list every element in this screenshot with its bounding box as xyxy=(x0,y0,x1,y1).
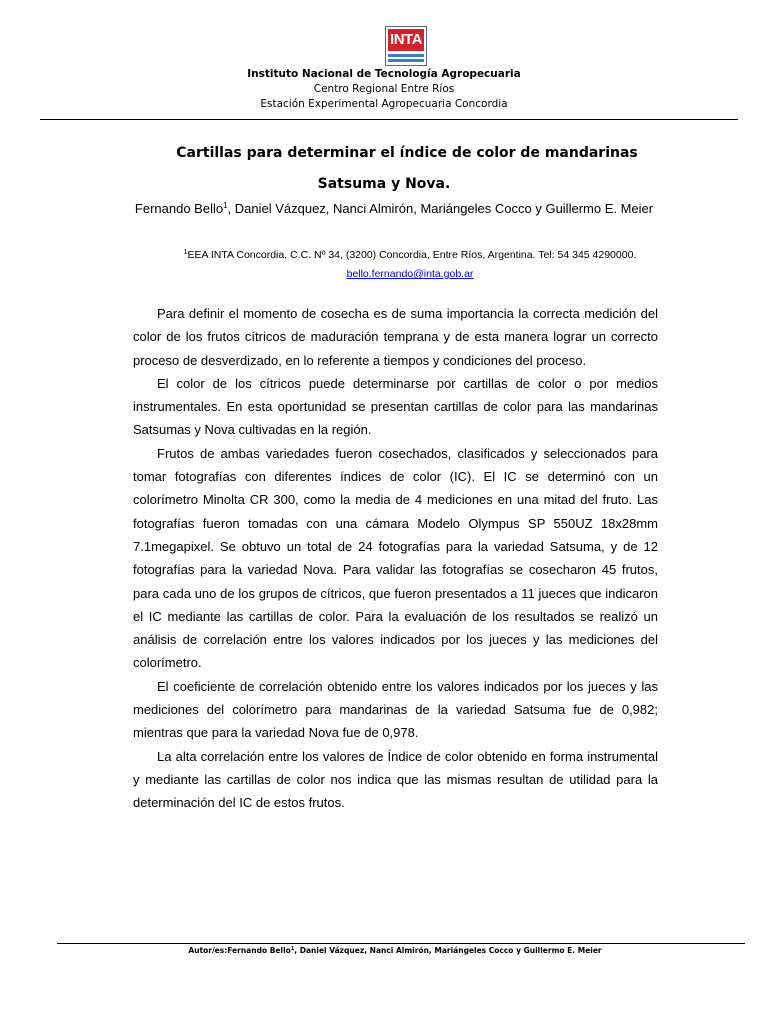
abstract-body xyxy=(133,302,658,815)
author-list xyxy=(125,201,663,217)
body-paragraph: Frutos de ambas variedades fueron cosechados, clasificados y seleccionados para tomar fotografías con diferentes índices de color (IC). El IC se determinó con un colorímetro Minolta CR 300, como la media de 4 mediciones en una mitad del fruto. Las fotografías fueron tomadas con una cámara Modelo Olympus SP 550UZ 18x28mm 7.1megapixel. Se obtuvo un total de 24 fotografías para la variedad Satsuma, y de 12 fotografías para la variedad Nova. Para validar las fotografías se cosecharon 45 frutos, para cada uno de los grupos de cítricos, que fueron presentados a 11 jueces que indicaron el IC mediante las cartillas de color. Para la evaluación de los resultados se realizó un análisis de correlación entre los valores indicados por los jueces y las mediciones del colorímetro. xyxy=(133,445,658,671)
affiliation-superscript: 1 xyxy=(183,249,188,256)
institution-name: Instituto Nacional de Tecnología Agropecuaria xyxy=(247,68,521,80)
body-paragraph: La alta correlación entre los valores de Índice de color obtenido en forma instrumental y mediante las cartillas de color nos indica que las mismas resultan de utilidad para la determinación del IC de estos frutos. xyxy=(133,748,658,811)
body-paragraph: El coeficiente de correlación obtenido entre los valores indicados por los jueces y las mediciones del colorímetro para mandarinas de la variedad Satsuma fue de 0,982; mientras que para la variedad Nova fue de 0,978. xyxy=(133,678,658,741)
footer-superscript: 1 xyxy=(290,946,295,952)
affiliation xyxy=(160,246,660,284)
document-title-line2: Satsuma y Nova. xyxy=(317,176,451,192)
author-first: Fernando Bello xyxy=(134,201,224,216)
logo-stripe xyxy=(388,54,424,57)
document-title-line1: Cartillas para determinar el índice de color de mandarinas xyxy=(176,145,638,161)
body-paragraph: Para definir el momento de cosecha es de suma importancia la correcta medición del color de los frutos cítricos de maduración temprana y de esta manera lograr un correcto proceso de desverdizado, en lo referente a tiempos y condiciones del proceso. xyxy=(133,306,658,368)
regional-center: Centro Regional Entre Ríos xyxy=(313,83,455,95)
body-paragraph: El color de los cítricos puede determinarse por cartillas de color o por medios instrumentales. En esta oportunidad se presentan cartillas de color para las mandarinas Satsumas y Nova cultivadas en la región. xyxy=(133,375,658,438)
experimental-station: Estación Experimental Agropecuaria Concordia xyxy=(260,98,508,110)
inta-logo xyxy=(385,26,427,66)
affiliation-text: EEA INTA Concordia, C.C. Nº 34, (3200) Concordia, Entre Ríos, Argentina. Tel: 54 345 4290000. xyxy=(187,249,637,261)
author-superscript: 1 xyxy=(223,201,228,210)
logo-stripe xyxy=(388,59,424,62)
email-link[interactable]: bello.fernando@inta.gob.ar xyxy=(346,268,474,280)
logo-text: INTA xyxy=(390,31,422,48)
footer-prefix: Autor/es:Fernando Bello xyxy=(188,946,291,955)
header-divider xyxy=(40,119,738,120)
footer-rest: , Daniel Vázquez, Nanci Almirón, Mariángeles Cocco y Guillermo E. Meier xyxy=(294,946,602,955)
page-footer xyxy=(0,944,768,958)
author-rest: , Daniel Vázquez, Nanci Almirón, Mariángeles Cocco y Guillermo E. Meier xyxy=(227,201,654,216)
